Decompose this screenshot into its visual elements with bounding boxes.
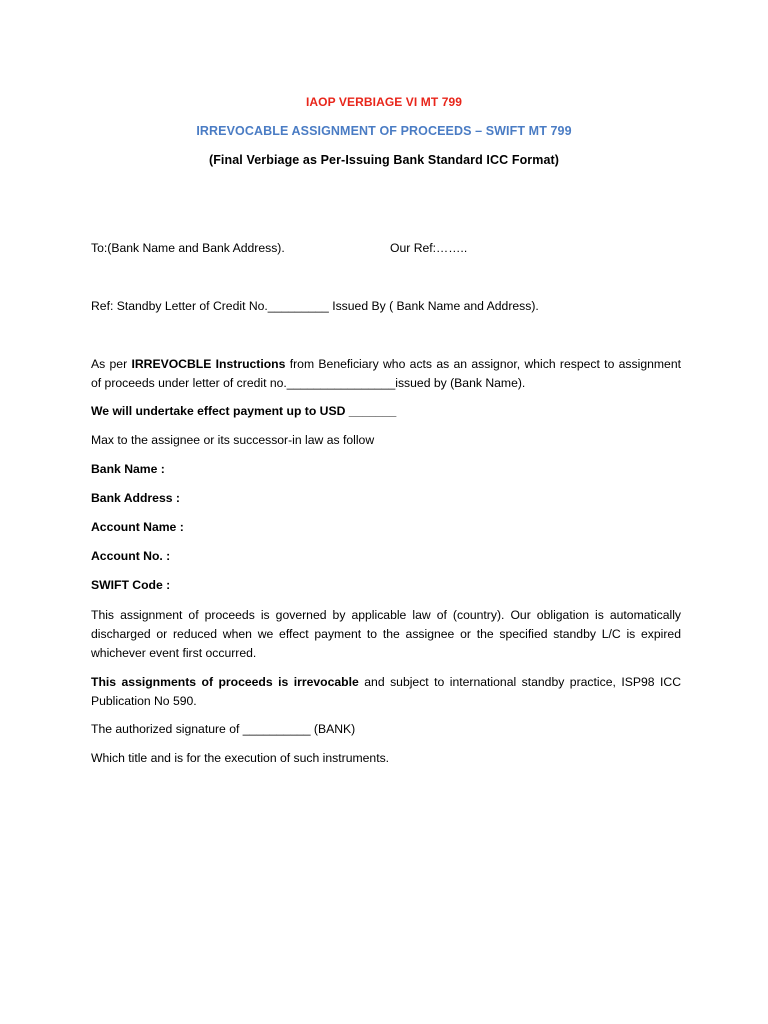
governed-paragraph: This assignment of proceeds is governed by applicable law of (country). Our obligation is automatically discharged or reduced when we effect payment to the assignee or the specified standby L/C is expired whichever event first occurred. [91, 608, 681, 660]
account-name-field: Account Name : [91, 520, 184, 534]
irrevocable-bold: This assignments of proceeds is irrevocable [91, 675, 359, 689]
intro-rest: from Beneficiary who acts as an assignor, which respect to assignment of proceeds under letter of credit no.________________issued by (Bank Name). [91, 357, 681, 390]
document-heading: IRREVOCABLE ASSIGNMENT OF PROCEEDS – SWIFT MT 799 [196, 124, 572, 138]
to-line: To:(Bank Name and Bank Address). [91, 241, 285, 255]
intro-bold: IRREVOCBLE Instructions [131, 357, 286, 371]
title-line: Which title and is for the execution of such instruments. [91, 751, 390, 765]
ref-line: Ref: Standby Letter of Credit No._________ Issued By ( Bank Name and Address). [91, 299, 539, 313]
undertake-line: We will undertake effect payment up to USD _______ [91, 404, 397, 418]
intro-paragraph [91, 355, 681, 393]
our-ref: Our Ref:…….. [390, 241, 468, 255]
irrevocable-paragraph [91, 673, 681, 711]
document-subtitle: (Final Verbiage as Per-Issuing Bank Standard ICC Format) [208, 153, 560, 167]
intro-prefix: As per [91, 357, 132, 371]
bank-name-field: Bank Name : [91, 462, 165, 476]
signature-line: The authorized signature of __________ (BANK) [91, 722, 356, 736]
account-no-field: Account No. : [91, 549, 171, 563]
swift-code-field: SWIFT Code : [91, 578, 171, 592]
document-title: IAOP VERBIAGE VI MT 799 [305, 95, 463, 109]
bank-address-field: Bank Address : [91, 491, 180, 505]
irrevocable-rest: and subject to international standby practice, ISP98 ICC Publication No 590. [91, 675, 681, 708]
max-line: Max to the assignee or its successor-in law as follow [91, 433, 375, 447]
